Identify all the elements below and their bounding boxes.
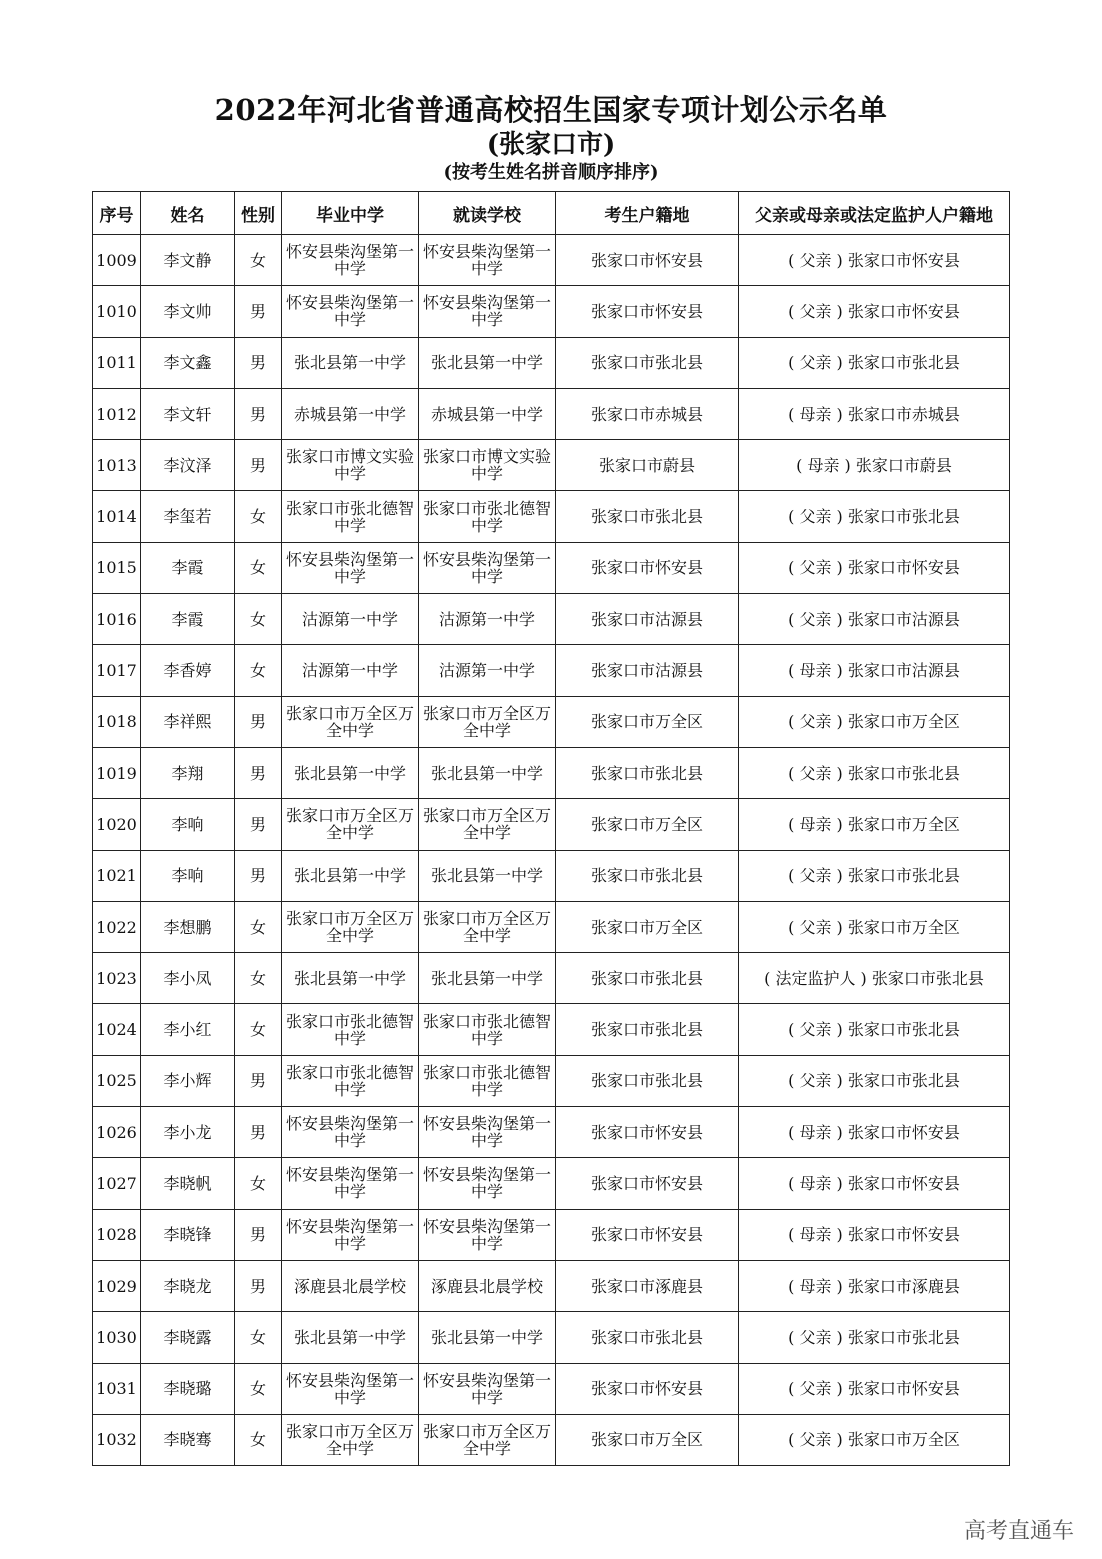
cell-gender: 女 (235, 1158, 282, 1209)
cell-gender: 女 (235, 1004, 282, 1055)
cell-name: 李小凤 (141, 953, 235, 1004)
table-row (93, 594, 1010, 645)
cell-guardian-residence: ( 父亲 ) 张家口市张北县 (739, 747, 1010, 798)
cell-index: 1023 (93, 953, 141, 1004)
cell-name: 李文静 (141, 235, 235, 286)
cell-gender: 女 (235, 953, 282, 1004)
cell-graduation-school: 张家口市万全区万全中学 (282, 901, 419, 952)
cell-name: 李文帅 (141, 286, 235, 337)
cell-current-school: 张北县第一中学 (419, 953, 556, 1004)
cell-student-residence: 张家口市张北县 (556, 337, 739, 388)
cell-gender: 女 (235, 542, 282, 593)
cell-current-school: 张家口市张北德智中学 (419, 1004, 556, 1055)
cell-current-school: 张家口市张北德智中学 (419, 491, 556, 542)
table-row (93, 337, 1010, 388)
table-row (93, 1260, 1010, 1311)
cell-student-residence: 张家口市怀安县 (556, 1363, 739, 1414)
cell-graduation-school: 张北县第一中学 (282, 1312, 419, 1363)
table-row (93, 1209, 1010, 1260)
table-header-row (93, 192, 1010, 235)
cell-guardian-residence: ( 母亲 ) 张家口市怀安县 (739, 1107, 1010, 1158)
cell-graduation-school: 怀安县柴沟堡第一中学 (282, 542, 419, 593)
table-row (93, 1363, 1010, 1414)
cell-student-residence: 张家口市怀安县 (556, 286, 739, 337)
table-row (93, 388, 1010, 439)
roster-table (92, 191, 1010, 1466)
cell-guardian-residence: ( 母亲 ) 张家口市怀安县 (739, 1209, 1010, 1260)
cell-index: 1018 (93, 696, 141, 747)
cell-student-residence: 张家口市万全区 (556, 696, 739, 747)
cell-graduation-school: 张家口市博文实验中学 (282, 440, 419, 491)
table-row (93, 696, 1010, 747)
cell-gender: 男 (235, 696, 282, 747)
cell-current-school: 张家口市万全区万全中学 (419, 799, 556, 850)
table-row (93, 850, 1010, 901)
table-row (93, 1004, 1010, 1055)
cell-graduation-school: 张北县第一中学 (282, 850, 419, 901)
cell-index: 1017 (93, 645, 141, 696)
cell-name: 李霞 (141, 542, 235, 593)
cell-name: 李小红 (141, 1004, 235, 1055)
cell-student-residence: 张家口市涿鹿县 (556, 1260, 739, 1311)
cell-gender: 女 (235, 594, 282, 645)
cell-guardian-residence: ( 母亲 ) 张家口市蔚县 (739, 440, 1010, 491)
cell-gender: 女 (235, 1363, 282, 1414)
table-row (93, 1312, 1010, 1363)
cell-student-residence: 张家口市怀安县 (556, 1107, 739, 1158)
header-graduation-school: 毕业中学 (282, 192, 419, 235)
cell-gender: 男 (235, 440, 282, 491)
cell-graduation-school: 张北县第一中学 (282, 953, 419, 1004)
cell-name: 李响 (141, 850, 235, 901)
sort-note: (按考生姓名拼音顺序排序) (443, 162, 659, 183)
header-student-residence: 考生户籍地 (556, 192, 739, 235)
cell-gender: 女 (235, 1414, 282, 1465)
table-row (93, 542, 1010, 593)
table-row (93, 1158, 1010, 1209)
cell-name: 李晓龙 (141, 1260, 235, 1311)
cell-student-residence: 张家口市张北县 (556, 1055, 739, 1106)
table-row (93, 901, 1010, 952)
cell-student-residence: 张家口市沽源县 (556, 594, 739, 645)
table-row (93, 799, 1010, 850)
cell-index: 1013 (93, 440, 141, 491)
cell-student-residence: 张家口市怀安县 (556, 1209, 739, 1260)
cell-student-residence: 张家口市怀安县 (556, 235, 739, 286)
page-title: 2022年河北省普通高校招生国家专项计划公示名单 (214, 93, 888, 127)
cell-index: 1025 (93, 1055, 141, 1106)
cell-guardian-residence: ( 父亲 ) 张家口市张北县 (739, 337, 1010, 388)
cell-current-school: 张家口市张北德智中学 (419, 1055, 556, 1106)
table-row (93, 1414, 1010, 1465)
cell-name: 李香婷 (141, 645, 235, 696)
cell-graduation-school: 怀安县柴沟堡第一中学 (282, 235, 419, 286)
cell-guardian-residence: ( 父亲 ) 张家口市万全区 (739, 1414, 1010, 1465)
cell-index: 1026 (93, 1107, 141, 1158)
cell-student-residence: 张家口市蔚县 (556, 440, 739, 491)
cell-gender: 男 (235, 286, 282, 337)
cell-current-school: 怀安县柴沟堡第一中学 (419, 1363, 556, 1414)
cell-student-residence: 张家口市张北县 (556, 747, 739, 798)
cell-current-school: 怀安县柴沟堡第一中学 (419, 1209, 556, 1260)
cell-name: 李晓帆 (141, 1158, 235, 1209)
cell-current-school: 怀安县柴沟堡第一中学 (419, 235, 556, 286)
header-gender: 性别 (235, 192, 282, 235)
cell-graduation-school: 怀安县柴沟堡第一中学 (282, 286, 419, 337)
cell-gender: 女 (235, 235, 282, 286)
cell-guardian-residence: ( 父亲 ) 张家口市张北县 (739, 491, 1010, 542)
cell-gender: 男 (235, 1209, 282, 1260)
cell-student-residence: 张家口市赤城县 (556, 388, 739, 439)
cell-gender: 男 (235, 388, 282, 439)
cell-name: 李晓露 (141, 1312, 235, 1363)
cell-current-school: 张家口市万全区万全中学 (419, 696, 556, 747)
cell-index: 1009 (93, 235, 141, 286)
cell-name: 李想鹏 (141, 901, 235, 952)
cell-guardian-residence: ( 母亲 ) 张家口市涿鹿县 (739, 1260, 1010, 1311)
cell-name: 李祥熙 (141, 696, 235, 747)
cell-student-residence: 张家口市怀安县 (556, 1158, 739, 1209)
cell-guardian-residence: ( 父亲 ) 张家口市怀安县 (739, 1363, 1010, 1414)
cell-index: 1024 (93, 1004, 141, 1055)
cell-name: 李玺若 (141, 491, 235, 542)
cell-gender: 男 (235, 1107, 282, 1158)
cell-graduation-school: 沽源第一中学 (282, 645, 419, 696)
cell-index: 1027 (93, 1158, 141, 1209)
table-row (93, 645, 1010, 696)
cell-gender: 男 (235, 850, 282, 901)
cell-current-school: 张家口市万全区万全中学 (419, 901, 556, 952)
cell-student-residence: 张家口市万全区 (556, 799, 739, 850)
cell-name: 李翔 (141, 747, 235, 798)
cell-guardian-residence: ( 母亲 ) 张家口市怀安县 (739, 1158, 1010, 1209)
cell-name: 李晓璐 (141, 1363, 235, 1414)
header-index: 序号 (93, 192, 141, 235)
cell-graduation-school: 怀安县柴沟堡第一中学 (282, 1209, 419, 1260)
cell-gender: 女 (235, 901, 282, 952)
cell-graduation-school: 怀安县柴沟堡第一中学 (282, 1107, 419, 1158)
cell-guardian-residence: ( 父亲 ) 张家口市沽源县 (739, 594, 1010, 645)
cell-index: 1012 (93, 388, 141, 439)
cell-student-residence: 张家口市张北县 (556, 850, 739, 901)
cell-graduation-school: 张北县第一中学 (282, 337, 419, 388)
cell-guardian-residence: ( 父亲 ) 张家口市张北县 (739, 1004, 1010, 1055)
watermark: 高考直通车 (963, 1519, 1074, 1544)
table-row (93, 491, 1010, 542)
cell-index: 1021 (93, 850, 141, 901)
cell-guardian-residence: ( 父亲 ) 张家口市怀安县 (739, 235, 1010, 286)
cell-student-residence: 张家口市怀安县 (556, 542, 739, 593)
cell-graduation-school: 赤城县第一中学 (282, 388, 419, 439)
cell-guardian-residence: ( 父亲 ) 张家口市怀安县 (739, 542, 1010, 593)
table-row (93, 1055, 1010, 1106)
cell-current-school: 怀安县柴沟堡第一中学 (419, 286, 556, 337)
cell-student-residence: 张家口市万全区 (556, 1414, 739, 1465)
cell-index: 1020 (93, 799, 141, 850)
cell-graduation-school: 怀安县柴沟堡第一中学 (282, 1158, 419, 1209)
cell-index: 1022 (93, 901, 141, 952)
cell-name: 李汶泽 (141, 440, 235, 491)
cell-index: 1016 (93, 594, 141, 645)
cell-current-school: 赤城县第一中学 (419, 388, 556, 439)
cell-gender: 男 (235, 1260, 282, 1311)
cell-current-school: 张北县第一中学 (419, 850, 556, 901)
cell-current-school: 怀安县柴沟堡第一中学 (419, 542, 556, 593)
cell-current-school: 张北县第一中学 (419, 747, 556, 798)
cell-gender: 女 (235, 645, 282, 696)
cell-gender: 男 (235, 747, 282, 798)
table-row (93, 235, 1010, 286)
cell-current-school: 涿鹿县北晨学校 (419, 1260, 556, 1311)
cell-gender: 男 (235, 337, 282, 388)
cell-index: 1019 (93, 747, 141, 798)
cell-current-school: 怀安县柴沟堡第一中学 (419, 1158, 556, 1209)
cell-name: 李小辉 (141, 1055, 235, 1106)
cell-guardian-residence: ( 父亲 ) 张家口市万全区 (739, 901, 1010, 952)
cell-name: 李晓骞 (141, 1414, 235, 1465)
cell-student-residence: 张家口市张北县 (556, 1312, 739, 1363)
cell-guardian-residence: ( 父亲 ) 张家口市张北县 (739, 1312, 1010, 1363)
cell-graduation-school: 张家口市万全区万全中学 (282, 696, 419, 747)
cell-graduation-school: 张家口市万全区万全中学 (282, 799, 419, 850)
cell-name: 李霞 (141, 594, 235, 645)
cell-student-residence: 张家口市沽源县 (556, 645, 739, 696)
cell-gender: 男 (235, 1055, 282, 1106)
header-current-school: 就读学校 (419, 192, 556, 235)
cell-index: 1015 (93, 542, 141, 593)
cell-graduation-school: 沽源第一中学 (282, 594, 419, 645)
cell-index: 1029 (93, 1260, 141, 1311)
table-row (93, 286, 1010, 337)
cell-name: 李小龙 (141, 1107, 235, 1158)
cell-student-residence: 张家口市万全区 (556, 901, 739, 952)
cell-current-school: 张家口市博文实验中学 (419, 440, 556, 491)
cell-graduation-school: 张北县第一中学 (282, 747, 419, 798)
cell-graduation-school: 张家口市张北德智中学 (282, 1004, 419, 1055)
cell-index: 1028 (93, 1209, 141, 1260)
cell-graduation-school: 怀安县柴沟堡第一中学 (282, 1363, 419, 1414)
header-name: 姓名 (141, 192, 235, 235)
cell-name: 李响 (141, 799, 235, 850)
cell-index: 1032 (93, 1414, 141, 1465)
cell-name: 李文鑫 (141, 337, 235, 388)
cell-gender: 女 (235, 491, 282, 542)
cell-guardian-residence: ( 法定监护人 ) 张家口市张北县 (739, 953, 1010, 1004)
cell-graduation-school: 涿鹿县北晨学校 (282, 1260, 419, 1311)
cell-gender: 男 (235, 799, 282, 850)
page-subtitle: (张家口市) (486, 130, 616, 160)
table-row (93, 953, 1010, 1004)
cell-gender: 女 (235, 1312, 282, 1363)
cell-current-school: 张家口市万全区万全中学 (419, 1414, 556, 1465)
cell-current-school: 怀安县柴沟堡第一中学 (419, 1107, 556, 1158)
cell-guardian-residence: ( 父亲 ) 张家口市万全区 (739, 696, 1010, 747)
table-row (93, 440, 1010, 491)
cell-index: 1010 (93, 286, 141, 337)
cell-name: 李文轩 (141, 388, 235, 439)
cell-guardian-residence: ( 父亲 ) 张家口市怀安县 (739, 286, 1010, 337)
table-row (93, 747, 1010, 798)
cell-current-school: 张北县第一中学 (419, 1312, 556, 1363)
cell-graduation-school: 张家口市张北德智中学 (282, 491, 419, 542)
cell-name: 李晓锋 (141, 1209, 235, 1260)
cell-student-residence: 张家口市张北县 (556, 1004, 739, 1055)
cell-index: 1011 (93, 337, 141, 388)
cell-graduation-school: 张家口市万全区万全中学 (282, 1414, 419, 1465)
cell-guardian-residence: ( 母亲 ) 张家口市沽源县 (739, 645, 1010, 696)
cell-guardian-residence: ( 母亲 ) 张家口市赤城县 (739, 388, 1010, 439)
cell-guardian-residence: ( 父亲 ) 张家口市张北县 (739, 1055, 1010, 1106)
cell-guardian-residence: ( 父亲 ) 张家口市张北县 (739, 850, 1010, 901)
cell-student-residence: 张家口市张北县 (556, 491, 739, 542)
cell-graduation-school: 张家口市张北德智中学 (282, 1055, 419, 1106)
cell-index: 1030 (93, 1312, 141, 1363)
cell-current-school: 沽源第一中学 (419, 645, 556, 696)
cell-current-school: 沽源第一中学 (419, 594, 556, 645)
cell-student-residence: 张家口市张北县 (556, 953, 739, 1004)
cell-guardian-residence: ( 母亲 ) 张家口市万全区 (739, 799, 1010, 850)
cell-index: 1031 (93, 1363, 141, 1414)
header-guardian-residence: 父亲或母亲或法定监护人户籍地 (739, 192, 1010, 235)
cell-current-school: 张北县第一中学 (419, 337, 556, 388)
table-row (93, 1107, 1010, 1158)
cell-index: 1014 (93, 491, 141, 542)
table-body (93, 235, 1010, 1466)
